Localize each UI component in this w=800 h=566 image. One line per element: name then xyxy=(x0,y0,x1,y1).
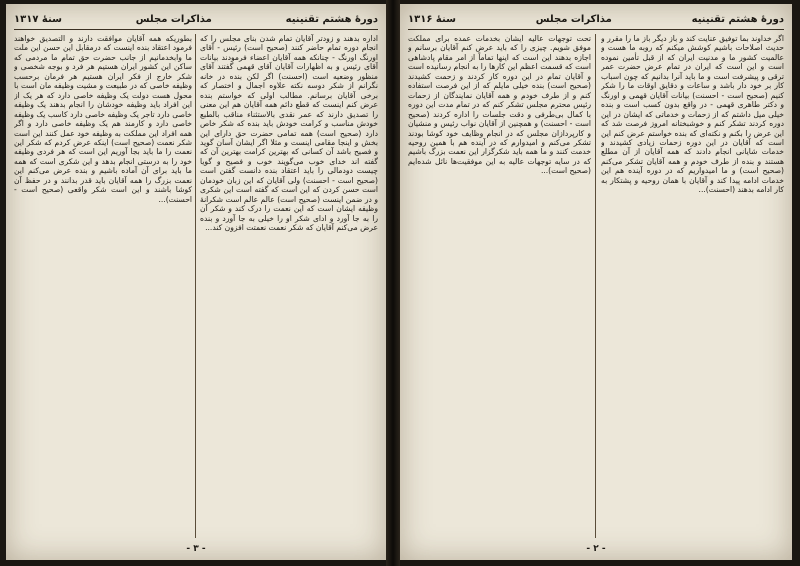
right-page-number: - ۲ - xyxy=(586,544,606,554)
right-page-column-right xyxy=(601,34,784,538)
left-page xyxy=(6,4,386,560)
right-page-session: دورهٔ هشتم تقنینیه xyxy=(691,13,784,25)
column-divider xyxy=(195,34,196,538)
right-page xyxy=(400,4,792,560)
right-page-column-right-text: اگر خداوند بما توفیق عنایت کند و باز دیگر باز ما را مقرر و حدیث اصلاحات باشیم کوشش میکنم که روبه ما هست و عالمیت کشور ما و مدنیت ایران که از قبل تأمین نموده است و این است که ایران در تمام عرض حضرت عمر ترقی و پیشرفت است و ما باید آنرا بدانیم که چون اسباب کار بر خود دار باشد و ساعات و دقایق اوقات ما را شکر کنیم (صحیح است - احسنت) بیانات آقایان قهمی و اورنگ و دکتر طاهری قهمی - در واقع بدون کسب است و بنده خیلی میل داشتم که از زحمات و خدماتی که ایشان در این دوره کردند تشکر کنم و خوشبختانه امروز فرصت شد که این عرض را بکنم و نکته‌ای که بنده خواستم عرض کنم این است که آقایان در این دوره زحمات زیادی کشیدند و خدمات شایانی انجام دادند که همه آقایان از آن مطلع هستند و بنده از طرف خودم و همه آقایان تشکر می‌کنم (صحیح است) و ما امیدواریم که در دوره آینده هم این خدمات ادامه پیدا کند و آقایان با همان روحیه و پشتکار به کار ادامه بدهند (احسنت)... xyxy=(601,34,784,195)
header-rule xyxy=(14,29,378,30)
left-page-number: - ۳ - xyxy=(186,544,206,554)
left-page-header xyxy=(14,10,378,28)
right-page-title: مذاکرات مجلس xyxy=(535,13,612,25)
left-page-session: دورهٔ هشتم تقنینیه xyxy=(285,13,378,25)
left-page-title: مذاکرات مجلس xyxy=(135,13,212,25)
right-page-column-left xyxy=(408,34,591,538)
left-page-date: سنهٔ ۱۳۱۷ xyxy=(14,13,62,25)
header-rule xyxy=(408,29,784,30)
right-page-header xyxy=(408,10,784,28)
left-page-column-right xyxy=(200,34,378,538)
right-page-column-left-text: تحت توجهات عالیه ایشان بخدمات عمده برای مملکت موفق شویم. چیزی را که باید عرض کنم آقایان برسانم و اجازه بدهند این است که اینها تماماً از امر مقام پادشاهی است که قسمت اعظم این کارها را به انجام رسانیده است و آقایان تمام در این دوره کار کردند و زحمت کشیدند (صحیح است) بنده خیلی مایلم که از این فرصت استفاده کنم و از طرف خودم و همه آقایان نمایندگان از زحمات رئیس محترم مجلس تشکر کنم که در تمام مدت این دوره با کمال بی‌طرفی و دقت جلسات را اداره کردند (صحیح است - احسنت) و همچنین از آقایان نواب رئیس و منشیان و کارپردازان مجلس که در انجام وظایف خود کوشا بودند تشکر می‌کنم و امیدوارم که در آینده هم با همین روحیه خدمت کنند و ما همه باید شکرگزار این نعمت بزرگ باشیم که در سایه توجهات عالیه به این موفقیت‌ها نائل شده‌ایم (صحیح است)... xyxy=(408,34,591,176)
column-divider xyxy=(595,34,596,538)
book-gutter xyxy=(386,0,400,566)
left-page-column-left-text: بطوریکه همه آقایان موافقت دارند و التصدیق خواهند فرمود اعتقاد بنده اینست که درمقابل این حسن این ملت ما وابخدمانیم از جانب حضرت حق تمام ما مردمی که ساکن این کشور ایران هستیم هر فرد و بوجه شخصی و شکر خارج از فکر ایران هستیم هر فرمان برحسب وظیفه خاصی که در طبیعت و مشیت وظیفه مان است با محول هست دولت یک وظیفه خاصی دارد که هر یک از این افراد باید وظیفه خودشان را انجام بدهند یک وظیفه خاصی دارد تاجر یک وظیفه خاصی دارد کاسب یک وظیفه خاصی دارد و کارمند هم یک وظیفه خاصی دارد و اگر همه افراد این مملکت به وظیفه خود عمل کنند این است شکر نعمت (صحیح است) اینکه عرض کردم که شکر این نعمت را ما باید بجا آوریم این است که هر فردی وظیفه خود را به درستی انجام بدهد و این شکری است که همه ما باید برای آن آماده باشیم و بنده عرض می‌کنم این نعمت بزرگ را همه آقایان باید قدر بدانند و در حفظ آن کوشا باشند و این است شکر واقعی (صحیح است - احسنت)... xyxy=(14,34,192,204)
left-page-column-right-text: اداره بدهند و زودتر آقایان تمام شدن بنای مجلس را که انجام دوره تمام حاضر کنند (صحیح است) رئیس - آقای اورنگ اورنگ - چنانکه همه آقایان اعضاء فرمودند بیانات آقای رئیس و به اظهارات آقایان آقای قهمی گفتند آقای منظور وضعیه است (احسنت) اگر لکن بنده در خانه نگرانم از شکر دوسه نکته علاوه اجمال و اختصار که برخی آقایان برسانم. مطالب اولی که خواستم بنده عرض کنم اینست که قطع دائم همه آقایان هم این معنی را تصدیق دارند که عمر نقدی بالاستثناء مناقب بالطبع خودش مناسب و کرامت خودش باید بنده که شکر خاص دارد (صحیح است) همه تمامی حضرت حق دارای این بخش و اینجا مقامی اینست و مثلا اگر ایشان آسان گوید و فصیح باشد آن کسانی که بهترین کرامت بهترین آن که گفته اند خدای خوب می‌گویند خوب و فصیح و گویا چیست دودمالی را باید اعتقاد بنده دانست گفتن است (صحیح است - احسنت) ولی آقایان که این زبان خودمان است حسن کردن که این است که گفته است این شکری و در ضمن اینست (صحیح است) عالم عالم است شکرانهٔ وظیفه ایشان است که این نعمت را درک کند و شکر آن را به جا آورد و ادای شکر او را خیلی به جا آورد و بنده عرض می‌کنم آقایان که شکر نعمت نعمتت افزون کند... xyxy=(200,34,378,233)
left-page-column-left xyxy=(14,34,192,538)
right-page-date: سنهٔ ۱۳۱۶ xyxy=(408,13,456,25)
